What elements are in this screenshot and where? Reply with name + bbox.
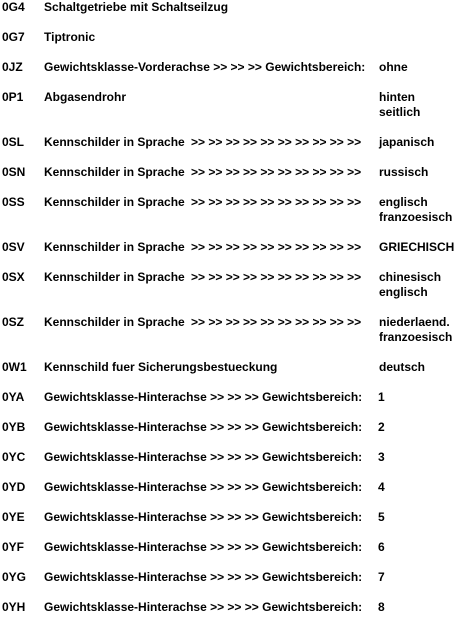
option-code: 0SZ: [2, 315, 25, 329]
option-value: deutsch: [379, 360, 426, 374]
option-code: 0YB: [2, 420, 26, 434]
option-value: niederlaend. franzoesisch: [379, 315, 453, 344]
option-description: Gewichtsklasse-Hinterachse >> >> >> Gewichtsbereich:: [44, 570, 363, 584]
option-value: chinesisch englisch: [379, 270, 442, 299]
option-description: Kennschilder in Sprache: [44, 165, 185, 179]
option-code: 0YG: [2, 570, 27, 584]
option-value: hinten seitlich: [379, 90, 421, 119]
option-value: 1: [378, 390, 385, 404]
option-arrows: >> >> >> >> >> >> >> >> >> >>: [191, 135, 362, 149]
option-description: Gewichtsklasse-Hinterachse >> >> >> Gewichtsbereich:: [44, 600, 363, 614]
option-code: 0G4: [2, 0, 25, 14]
option-value: 7: [378, 570, 385, 584]
option-code: 0SS: [2, 195, 25, 209]
option-description: Kennschilder in Sprache: [44, 135, 185, 149]
option-description: Gewichtsklasse-Hinterachse >> >> >> Gewichtsbereich:: [44, 390, 363, 404]
option-description: Gewichtsklasse-Hinterachse >> >> >> Gewichtsbereich:: [44, 540, 363, 554]
option-code: 0SV: [2, 240, 25, 254]
option-description: Gewichtsklasse-Hinterachse >> >> >> Gewichtsbereich:: [44, 480, 363, 494]
option-code: 0YA: [2, 390, 25, 404]
option-description: Gewichtsklasse-Vorderachse >> >> >> Gewichtsbereich:: [44, 60, 366, 74]
option-value: 3: [378, 450, 385, 464]
option-description: Gewichtsklasse-Hinterachse >> >> >> Gewichtsbereich:: [44, 420, 363, 434]
option-code: 0JZ: [2, 60, 23, 74]
option-value: englisch franzoesisch: [379, 195, 453, 224]
option-value: 8: [378, 600, 385, 614]
option-code: 0YE: [2, 510, 25, 524]
option-arrows: >> >> >> >> >> >> >> >> >> >>: [191, 240, 362, 254]
option-code: 0P1: [2, 90, 24, 104]
option-arrows: >> >> >> >> >> >> >> >> >> >>: [191, 270, 362, 284]
option-description: Kennschilder in Sprache: [44, 195, 185, 209]
option-value: russisch: [379, 165, 429, 179]
option-arrows: >> >> >> >> >> >> >> >> >> >>: [191, 315, 362, 329]
option-value: 6: [378, 540, 385, 554]
option-value: japanisch: [379, 135, 435, 149]
option-description: Kennschilder in Sprache: [44, 270, 185, 284]
option-code: 0YD: [2, 480, 26, 494]
option-code: 0YF: [2, 540, 25, 554]
option-description: Schaltgetriebe mit Schaltseilzug: [44, 0, 229, 14]
option-code: 0SX: [2, 270, 25, 284]
option-code: 0YH: [2, 600, 26, 614]
option-code: 0SL: [2, 135, 25, 149]
option-code: 0SN: [2, 165, 26, 179]
option-description: Kennschilder in Sprache: [44, 240, 185, 254]
option-value: GRIECHISCH: [379, 240, 455, 254]
option-arrows: >> >> >> >> >> >> >> >> >> >>: [191, 195, 362, 209]
option-code: 0W1: [2, 360, 27, 374]
option-code: 0G7: [2, 30, 25, 44]
option-value: ohne: [379, 60, 408, 74]
option-arrows: >> >> >> >> >> >> >> >> >> >>: [191, 165, 362, 179]
option-description: Gewichtsklasse-Hinterachse >> >> >> Gewichtsbereich:: [44, 510, 363, 524]
option-value: 2: [378, 420, 385, 434]
option-description: Tiptronic: [44, 30, 96, 44]
option-value: 4: [378, 480, 385, 494]
option-description: Gewichtsklasse-Hinterachse >> >> >> Gewichtsbereich:: [44, 450, 363, 464]
option-description: Kennschild fuer Sicherungsbestueckung: [44, 360, 278, 374]
option-value: 5: [378, 510, 385, 524]
option-description: Kennschilder in Sprache: [44, 315, 185, 329]
option-description: Abgasendrohr: [44, 90, 127, 104]
option-code: 0YC: [2, 450, 26, 464]
